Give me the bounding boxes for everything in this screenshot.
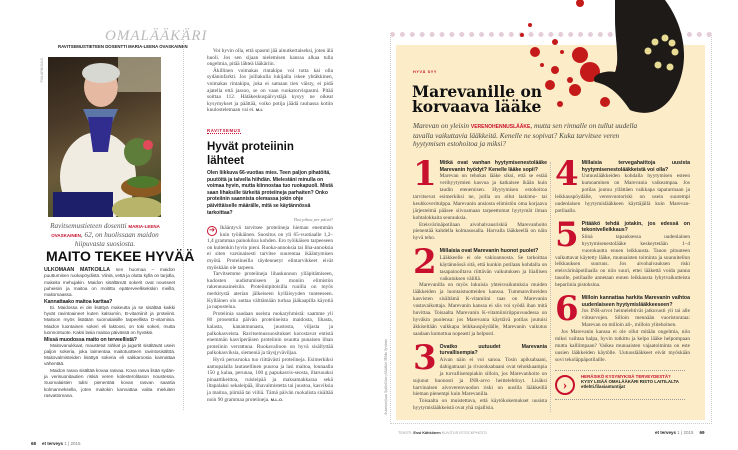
photo-caption: Ravitsemustieteen dosentti MARIA-LEENA OVASKAINEN, 62, on huolissaan maidon hiipuvasta suosiosta. — [50, 222, 160, 248]
footer-right: et terveys 1 | 2015 69 — [655, 430, 705, 435]
qa-divider — [550, 162, 551, 412]
author-photo — [48, 57, 161, 217]
qa-column-2 — [555, 160, 690, 400]
section-title: OMALÄÄKÄRI — [105, 28, 208, 44]
qa-item-4: 4 Millaisia tervegahaittoja uusista hyytymisenestolääkkeistä voi olla? Uutuuslääkkeiden kohdalla hyytymisen esteen kumoaminen on Marevania vaikeampaa. Jos potilas joutuu yllättäen vaikkapa tapaturmaan ja leikkauspöydälle, verenvuotoriski on usein suurempi uudenlaisen hyytymislääkkeen käyttäjällä kuin Marevan-potilaalla. — [555, 160, 690, 214]
kicker-ravitsemus: RAVITSEMUS — [207, 127, 241, 133]
section-subtitle: RAVITSEMUSTIETEEN DOSENTTI MARIA-LEENA OVASKAINEN — [58, 44, 188, 49]
middle-column — [207, 48, 333, 403]
chevron-right-icon: › — [555, 375, 575, 395]
cta-link[interactable]: etlehti.fi/asiantuntijat — [581, 383, 625, 389]
qa-item-6: 6 Milloin kannattaa harkita Marevanin vaihtoa uudenlaiseen hyytymislääkkeeseen? Jos INR-arvot heimelehtivät jatkuvasti yli tai alle viitearvojen. Silloin mennään vuoristorataa: Marevan on milloin ali-, milloin yliteholnen. Jos Marevanin kanssa ei ole ollut mitään ongelmia, niin miksi vaihtaa halpa, hyvin tutkittu ja kelpo lääke helpompaan mutta kalliimpaan? Vaikea munuaisten vajaatoiminta on este uusien lääkkeiden käytölle. Uutuuslääkkeet eivät myöskään sovi tekoläppäpotilaille. — [555, 295, 690, 363]
column-continuation: Voi hyvin olla, että spasmi jää ainutkertaiseksi, joten älä huoli. Jos sen sijaan nielemisen kanssa alkaa tulla ongelmia, pitää lähteä lääkäriin. Äkillinen voimakas rintakipu voi totta kai olla sydäninfarkti. Jos joillakulla lukijalla iskee yhtäkkinen, voimakas rintakipu, joka ei samaan tien väisty, ei pidä ajatella että jassoo, se on vaan ruokatorvispasmi. Pitää soittaa 112. Hätäkeskuspäivystäjä kysyy ne oikeat kysymykset ja päättää, voiko potija jäädä rauhassa kotiin kuulostelemaan vai ei. M-L — [207, 48, 333, 114]
reader-question: Olen liikkuva 66-vuotias mies. Teen paljon pihatöitä, puutöitä ja talvella hiihdän. Mielestäni minulla on voimaa hyvin, mutta kiinnostaa tuo ruokapuoli. Mistä saan lihaksille tärkeitä proteiineja parhaiten? Onko proteiinin saannista olemassa jokin ohje päivittäiselle määrälle, mitä se käytännössä tarkoittaa? — [207, 169, 333, 216]
qa-item-5: 5 Pitääkö tehdä jotakin, jos edessä on tekonivelleikkaus? Siinä tapauksessa uudenlainen hyytymisenestolääke keskeytetään 1–4 vuorokautta ennen leikkausta. Tauon pituuteen vaikuttavat käytetty lääke, munuaisten toiminta ja suunnitellun leikkauksen suuruus. Jos aivohalvauksen riski eteisvärinäpotilaalla on niin suuri, ettei lääkettä voida panna tauolle, potilaalle annetaan ennen leikkausta lyhytvaikutteista hepariinia pistoksina. — [555, 220, 690, 289]
answer-body: ➔ Ikääntyvä tarvitsee proteiineja hieman enemmän kuin työikäinen. Suositus on yli 65-vuotiaalle 1,2–1,4 grammaa painokiloa kohden. Ero työikäisen tarpeeseen on kuitenkin hyvin pieni. Ruoka-annoksia tai liha-annoksia ei siten varsinaisesti tarvitse suurentaa ikääntymisen myötä. Proteiineilla täydennetyt elintarvikkeet eivät myöskään ole tarpeen. Tarvitsemme proteiineja lihaskunnon ylläpitämiseen, kudosten uudistumiseen ja moniin elimistön rakennusaineisiin. Proteiinipitoisilla ruuilla on myös merkitystä aterian jälkeiseen kylläisyyden tunteeseen. Kylläinen olo auttaa välttämään turhaa jääkaapilla käyntiä ja napostelua. Proteiinia saadaan useista ruokaryhmistä: saamme yli 80 prosenttia päivän proteiineista maidosta, lihasta, kalasta, kananmunasta, juustosta, viljasta ja palkokasveista. Ravitsemussuositukset korostavat entistä enemmän kasviperäisen proteiinin osuutta punaisen lihan proteiinin verrattuna. Ruokavalioon on hyvä sisällyttää palkokasviksia, siemeniä ja täysjyväviljaa. Hyvä perusruoka tuo riittävästi proteiineja. Esimerkiksi aamupalalla lautasellinen puuroa ja lasi maitoa, lounaalla 150 g kalaa, perunaa, 100 g papukasvis-seosta, iltaruoaksi pinaattikeittoa, ruisleipää ja maksamakkaraa sekä iltapalaksi sekaleipää, lihavalmistetta tai juustoa, kasviksia ja maitoa, piimää tai viiliä. Tämä päivän ruokalista sisältää noin 90 grammaa proteiineja. M-L.O. — [207, 225, 333, 403]
cta-text: KYSY LISÄÄ OMALÄÄKÄRI RISTO LAITILALTA — [581, 378, 679, 384]
column-divider — [183, 30, 184, 410]
qa-column-1 — [413, 160, 547, 412]
footer-left: 68 et terveys 1 | 2015 — [31, 441, 81, 446]
answer-arrow-icon: ➔ — [207, 226, 217, 236]
article-title-right: Marevanille on korvaava lääke — [412, 82, 543, 116]
kicker-hyva-syy: HYVÄ SYY — [413, 70, 438, 74]
cta-question: HERÄSIKÖ KYSYMYKSIÄ TERVEYDESTÄ? — [581, 373, 671, 379]
qa-item-1: 1 Mitkä ovat vanhan hyytymisenestolääke Marevanin hyödyt? Kenelle lääke sopii? Marevan on tehokas lääke siksi, että se estää verihyytymien kasvua ja katkaisee ikään kuin taudin etenemisen. Hyytymisen estohoitoa tarvitsevat esimerkiksi ne, joilla on ollut laskimo- tai keuhkoveritulppa. Marevanin ansiosta elimistön oma korjaava järjestelmä pääsee siivoamaan tarpeettomat hyytymät ilman kohtalokkaita seurauksia. Eteisvärinäpotilaan aivohalvausriskiä Marevanhoito pienentää kahdella kolmasosalla. Harvalla lääkkeellä on näin hyvä teho. — [413, 160, 547, 242]
heading-protein: Hyvät proteiinin lähteet — [207, 140, 294, 167]
article-intro: Marevan on yleisin VERENOHENNUSLÄÄKE, mutta sen rinnalle on tullut uudella tavalla vaikuttavia lääkkeitä. Kenelle ne sopivat? Kuka tarvitsee veren hyytymisen estohoitoa ja miksi? — [413, 121, 638, 149]
article-credits: TEKSTI: Essi Kähkönen KUVITUS ISTOCKPHOTO — [398, 431, 487, 435]
asker-signature: Yksi pihoa per päivä? — [293, 217, 333, 223]
qa-item-2: 2 Millaisia ovat Marevanin huonot puolet? Lääkkeelle ei ole vakioannosta. Se tarkoittaa käytännössä sitä, että kunkin potilaan kohdalla on tasapainoiltava riittävän vaikutuksen ja liiallisen vaikutuksen välillä. Marevanilla on myös lukuisia yhteisvaikutuksia muiden lääkkeiden ja luontaistuotteiden kanssa. Tummanvihreiden kasvisten sisältämä K-vitamiini taas on Marevanin vastavaikuttaja. Marevanin kanssa ei siis voi syödä ihan mitä huvittaa. Toisaalta Marevanin K-vitamiiniriippuvuudessa on hyväkin puolensa: jos Marevania käyttävä potilas joutuisi äkkiseltään vaikkapa leikkauspöydälle, Marevanin vaikutus saadaan kumottua nopeasti ja helposti. — [413, 248, 547, 337]
article-title: MAITO TEKEE HYVÄÄ — [46, 248, 195, 264]
photo-credit: PIIA ARNOULD — [40, 58, 44, 83]
expert-credit: Asiantuntijana Sydänliiton ylilääkäri Mikko Syvänne — [384, 338, 388, 415]
article-body: ULKOMAAN MATKOILLA sen huomaa – maidon puuttumisen ruokapöydistä. Viiniä, vettä ja olutta kyllä on tarjolla, makeita mehujakin. Maidon sisältämät sokerit ovat nousseet puheisiin ja maitoa on moitittu epäterveellisekskin meillä, maitomaassa. Kannattaako maitoa karttaa? Ei. Maidossa ei ole lisättyä makeutta ja se sisältää kaikki hyvät ravintoaineet kuten kalsiumin, B-vitamiinit ja proteiinit. Maitoon myös lisätään suomalaisille tarpeellista D-vitaminia. Maidon luontainen sokeri eli laktoosi, on toki sokeri, mutta luonnontuote. Kaksi lasia maitoa päivässä on hyväksi. Missä muodossa maito on terveellistä? Maitovanukkaat, maustetut rahkat ja jugurtit sisältävät usein paljon sokeria, joka laimentaa maitotuotteen ravintosisältöä. Maitovalmisteiden lisättyä sokeria eli sakkaroosia kannattaa vähentää. Maidon rasva sisältää kovaa rasvaa. Kova rasva lisää sydän- ja verisuonitautien riskiä veren kolesterolitason noustessa. Suomalaisten tulisi pienentää kovan rasvan saantia kolmanneksella, joten maitokin kannattaa valita mieluiten rasvattomana. — [44, 267, 176, 399]
qa-item-3: 3 Ovatko uutuudet Marevania turvallisempia? Aivan näin ei voi sanoa. Tosin apiksabaani, dabigatraani ja rivaroksabaani ovat tehokkaampia ja turvallisempiakin silloin, jos Marevanhoito on sujunut huonosti ja INR-arvo heittelehtinyt. Lisäksi harvinaisen aivoverenvuodon riski on uusilla lääkkeillä hieman pienempi kuin Marevanilla. Toisaalta on muistettava, että käytökokemukset uusista hyytymislääkkeistä ovat yhä rajallisia. — [413, 343, 547, 412]
cta-box[interactable] — [555, 370, 685, 400]
